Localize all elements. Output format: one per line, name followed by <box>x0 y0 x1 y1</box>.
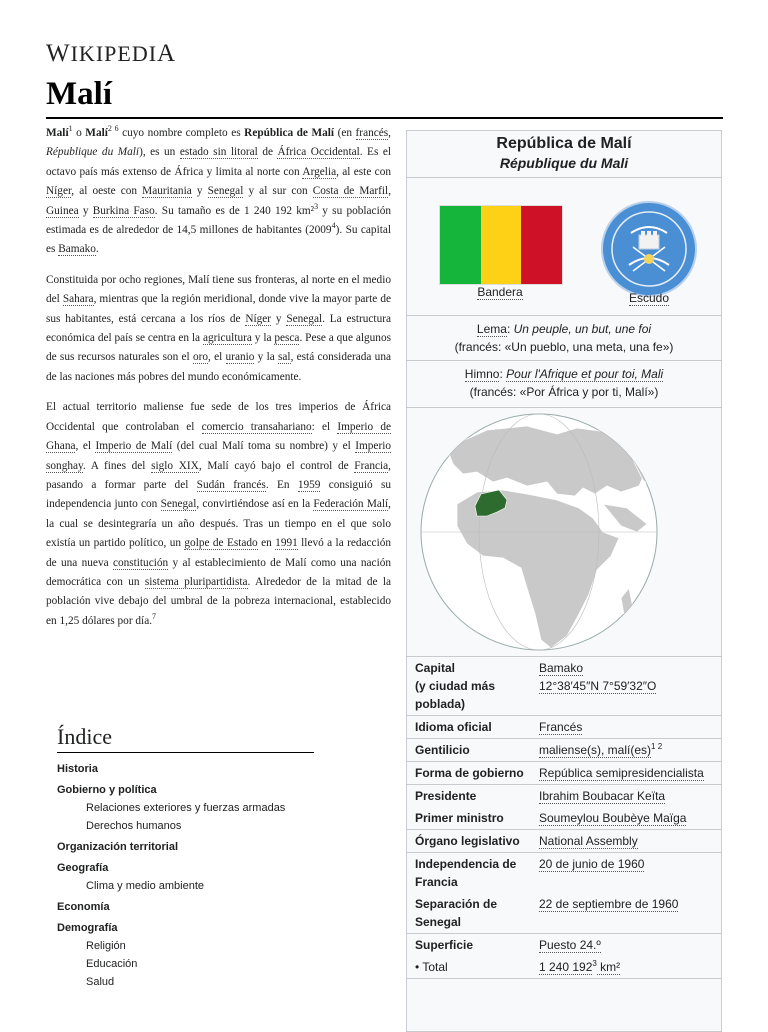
body-text: y <box>271 312 287 325</box>
toc-item[interactable]: Geografía <box>57 862 109 874</box>
motto-label[interactable]: Lema <box>476 322 507 336</box>
infobox-row <box>407 893 721 934</box>
flag-caption[interactable]: Bandera <box>477 285 523 299</box>
toc-list <box>57 761 314 991</box>
body-text: , al este con <box>336 165 391 178</box>
article-link[interactable]: francés <box>355 127 389 139</box>
infobox-row-label: Capital (y ciudad más poblada) <box>415 661 496 711</box>
article-link[interactable]: Francia <box>354 459 389 472</box>
body-text: : el <box>311 420 338 433</box>
flag-image[interactable] <box>439 205 563 285</box>
body-text: , al oeste con <box>71 185 143 198</box>
anthem-translation: (francés: «Por África y por ti, Malí») <box>469 385 659 399</box>
toc-item[interactable]: Derechos humanos <box>86 820 182 832</box>
toc-item[interactable]: Demografía <box>57 922 118 934</box>
infobox-row <box>407 956 721 979</box>
article-link[interactable]: Imperio de Ghana <box>46 420 392 453</box>
body-text: , el <box>75 440 96 453</box>
article-link[interactable]: Senegal <box>207 185 244 198</box>
infobox <box>406 130 722 1032</box>
flag-stripe-red <box>521 206 562 284</box>
body-text: y al sur con <box>243 185 313 198</box>
intro-paragraph-2 <box>46 271 391 387</box>
toc-item[interactable]: Salud <box>86 976 115 988</box>
motto-text: Un peuple, un but, une foi <box>513 322 652 336</box>
infobox-row <box>407 934 721 956</box>
body-text: , la cual se desintegraría un año después. Tras un tiempo en el que solo existía un partido político, un <box>46 498 391 550</box>
body-text: cuyo nombre completo es <box>118 127 245 139</box>
body-text: (del cual Malí toma su nombre) y el <box>172 440 356 453</box>
body-text: . A fines del <box>82 459 152 472</box>
coat-of-arms-image[interactable] <box>601 201 697 297</box>
body-text: de <box>257 146 278 159</box>
toc-item[interactable]: Economía <box>57 901 110 913</box>
article-link[interactable]: comercio transahariano <box>201 420 312 433</box>
article-link[interactable]: siglo XIX <box>151 459 199 472</box>
body-text: , está considerada una de las naciones más pobres del mundo económicamente. <box>46 351 391 383</box>
infobox-row-label: Independencia de Francia <box>415 857 517 889</box>
flag-stripe-yellow <box>481 206 522 284</box>
infobox-row-label: Gentilicio <box>415 743 470 757</box>
citation-ref[interactable]: 1 <box>68 124 73 134</box>
infobox-row-value[interactable]: Ibrahim Boubacar Keïta <box>539 789 666 803</box>
infobox-row-label: Forma de gobierno <box>415 766 524 780</box>
infobox-row <box>407 762 721 785</box>
body-text: (en <box>334 127 356 139</box>
article-link[interactable]: Imperio songhay <box>46 440 391 472</box>
body-text: ), es un <box>139 146 180 159</box>
globe-map-icon <box>407 408 721 656</box>
infobox-row-label: Primer ministro <box>415 811 504 825</box>
body-text: y la <box>254 351 278 364</box>
bold-text: Malí <box>85 127 108 139</box>
infobox-data-rows <box>407 657 721 979</box>
infobox-row <box>407 657 721 716</box>
article-link[interactable]: Sudán francés <box>196 478 266 491</box>
title-divider <box>46 117 723 119</box>
article-link[interactable]: Níger <box>245 312 272 325</box>
infobox-row <box>407 739 721 762</box>
article-link[interactable]: uranio <box>225 351 255 364</box>
article-link[interactable]: agricultura <box>202 332 252 345</box>
body-text: . <box>95 243 99 256</box>
article-link[interactable]: golpe de Estado <box>184 537 258 550</box>
article-link[interactable]: Mauritania <box>142 185 192 198</box>
anthem-section: Himno: Pour l'Afrique et pour toi, Mali (francés: «Por África y por ti, Malí») <box>407 361 721 408</box>
location-map[interactable] <box>407 408 721 657</box>
body-text: , convirtiéndose así en la <box>196 498 314 511</box>
intro-paragraph-1 <box>46 124 391 260</box>
article-link[interactable]: África Occidental <box>277 146 360 159</box>
page-title: Malí <box>46 76 112 112</box>
unit-link[interactable]: km² <box>596 960 621 974</box>
infobox-row-value[interactable]: Bamako 12°38′45″N 7°59′32″O <box>539 661 657 693</box>
flag-stripe-green <box>440 206 481 284</box>
article-link[interactable]: Federación Malí <box>313 498 389 511</box>
body-text: . Es el octavo país más extenso de África y limita al norte con <box>46 146 391 178</box>
italic-text: République du Mali <box>46 146 140 159</box>
toc-title: Índice <box>57 724 314 753</box>
intro-paragraph-3 <box>46 398 391 631</box>
infobox-row-label: • Total <box>415 960 448 974</box>
infobox-row-value[interactable]: Soumeylou Boubèye Maïga <box>539 811 687 825</box>
article-link[interactable]: Bamako <box>58 243 96 256</box>
body-text: Constituida por ocho regiones, Malí tiene sus fronteras, al norte en el medio del <box>46 273 391 306</box>
toc-item[interactable]: Clima y medio ambiente <box>86 880 204 892</box>
article-link[interactable]: Costa de Marfil <box>312 185 389 198</box>
table-of-contents <box>57 724 314 991</box>
infobox-row-label: Presidente <box>415 789 477 803</box>
infobox-native-name: République du Mali <box>499 155 629 171</box>
motto-section: Lema: Un peuple, un but, une foi (francés: «Un pueblo, una meta, una fe») <box>407 316 721 361</box>
toc-item[interactable]: Organización territorial <box>57 841 179 853</box>
citation-ref[interactable]: 3 <box>314 201 319 211</box>
infobox-header <box>407 131 721 178</box>
infobox-row-value[interactable]: República semipresidencialista <box>539 766 704 780</box>
body-text: , mientras que la región meridional, donde vive la mayor parte de sus habitantes, está cercana a los ríos de <box>46 293 391 325</box>
toc-item[interactable]: Relaciones exteriores y fuerzas armadas <box>86 802 286 814</box>
infobox-row <box>407 716 721 739</box>
citation-ref[interactable]: 2 6 <box>107 124 119 134</box>
motto-translation: (francés: «Un pueblo, una meta, una fe») <box>454 340 674 354</box>
body-text: ). Su capital es <box>46 224 392 256</box>
body-text: , <box>388 127 391 139</box>
infobox-row-value[interactable]: Francés <box>539 720 583 734</box>
wikipedia-wordmark[interactable]: WIKIPEDIA <box>46 40 177 67</box>
article-link[interactable]: Guinea <box>46 204 79 217</box>
body-text: El actual territorio maliense fue sede de los tres imperios de África Occidental que controlaban el <box>46 401 391 433</box>
emblem-seal-icon <box>603 203 695 295</box>
body-text: o <box>72 127 86 139</box>
article-link[interactable]: estado sin litoral <box>179 146 258 159</box>
body-text: y la <box>251 332 275 345</box>
body-text: y <box>78 204 93 217</box>
citation-ref[interactable]: 3 <box>592 959 597 968</box>
infobox-row-value[interactable]: 20 de junio de 1960 <box>539 857 645 871</box>
body-text: . Su tamaño es de 1 240 192 km² <box>154 204 315 217</box>
article-link[interactable]: Níger <box>46 185 72 198</box>
body-text: , el <box>208 351 226 364</box>
infobox-name: República de Malí <box>496 135 632 152</box>
body-text: . La estructura económica del país se centra en la <box>46 312 391 345</box>
article-link[interactable]: pesca <box>274 332 300 345</box>
article-link[interactable]: sal <box>278 351 291 364</box>
toc-item[interactable]: Educación <box>86 958 138 970</box>
infobox-row <box>407 785 721 807</box>
infobox-row-value[interactable]: 22 de septiembre de 1960 <box>539 897 679 911</box>
article-link[interactable]: Senegal <box>160 498 197 511</box>
infobox-row-label: Separación de Senegal <box>415 897 498 929</box>
article-link[interactable]: Burkina Faso <box>92 204 155 217</box>
body-text: en <box>257 537 276 550</box>
body-text: y al establecimiento de Malí como una nación democrática con un <box>46 556 392 588</box>
body-text: , pasando a formar parte del <box>46 459 391 491</box>
article-link[interactable]: oro <box>192 351 209 364</box>
body-text: . Alrededor de la mitad de la población vive debajo del umbral de la pobreza internacional, establecido en 1,25 dólares por día. <box>46 575 391 627</box>
article-body <box>46 124 391 642</box>
infobox-row-value[interactable]: maliense(s), malí(es)$^{1 2}$ <box>539 742 663 757</box>
toc-item[interactable]: Gobierno y política <box>57 784 157 796</box>
infobox-row-value[interactable]: National Assembly <box>539 834 638 848</box>
bold-text: República de Malí <box>244 127 335 139</box>
article-link[interactable]: 1991 <box>275 537 298 550</box>
infobox-row-label: Superficie <box>415 938 474 952</box>
infobox-symbols <box>407 178 721 316</box>
body-text: . En <box>265 478 298 491</box>
article-link[interactable]: constitución <box>112 556 169 569</box>
infobox-row-label: Órgano legislativo <box>415 834 520 848</box>
article-link[interactable]: sistema pluripartidista <box>144 575 248 588</box>
emblem-caption[interactable]: Escudo <box>628 291 670 305</box>
toc-item[interactable]: Religión <box>86 940 126 952</box>
body-text: , <box>388 185 392 198</box>
body-text: . Pese a que algunos de sus recursos naturales son el <box>46 332 391 364</box>
body-text: , Malí cayó bajo el control de <box>198 459 355 472</box>
article-link[interactable]: 1959 <box>297 478 321 491</box>
article-link[interactable]: Sahara <box>62 293 94 306</box>
citation-ref[interactable]: 4 <box>331 221 336 231</box>
toc-item[interactable]: Historia <box>57 763 98 775</box>
infobox-row <box>407 853 721 893</box>
infobox-row <box>407 830 721 853</box>
article-link[interactable]: Senegal <box>286 312 323 325</box>
infobox-row-label: Idioma oficial <box>415 720 492 734</box>
infobox-row-value[interactable]: 1 240 $192^3$ km² <box>539 959 621 974</box>
body-text: y su población estimada es de alrededor de 14,5 millones de habitantes (2009 <box>46 204 392 237</box>
body-text: consiguió su independencia junto con <box>46 478 391 511</box>
citation-ref[interactable]: 1 2 <box>651 742 663 751</box>
body-text: llevó a la redacción de una nueva <box>46 537 392 569</box>
anthem-link[interactable]: Pour l'Afrique et pour toi, Mali <box>506 367 664 381</box>
body-text: y <box>191 185 208 198</box>
article-link[interactable]: Argelia <box>302 165 337 178</box>
anthem-label[interactable]: Himno <box>464 367 500 381</box>
article-link[interactable]: Imperio de Malí <box>95 440 173 453</box>
bold-text: Malí <box>46 127 69 139</box>
infobox-row <box>407 807 721 830</box>
citation-ref[interactable]: 7 <box>152 611 157 621</box>
infobox-row-value[interactable]: Puesto 24.º <box>539 938 601 952</box>
